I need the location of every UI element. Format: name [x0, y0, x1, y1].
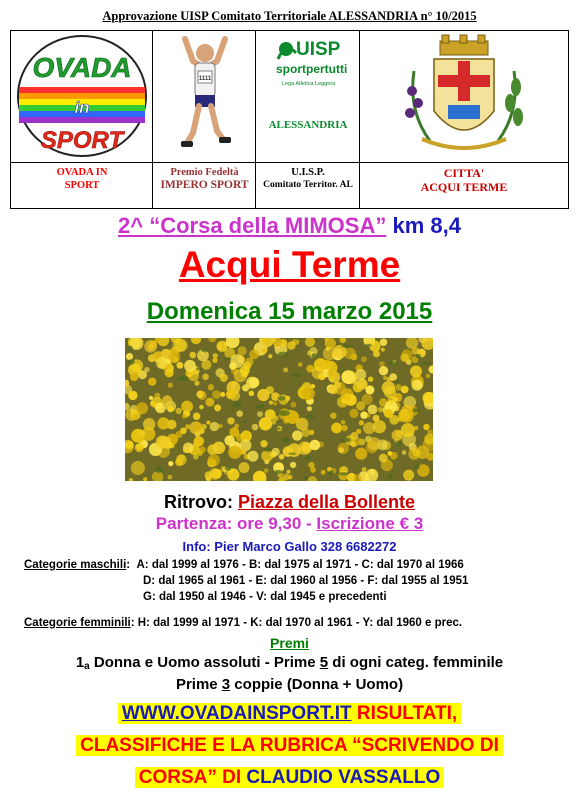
- mimosa-leaf: [388, 474, 393, 479]
- mimosa-blossom: [220, 374, 228, 382]
- logo-word-in: in: [74, 98, 90, 117]
- mimosa-blossom: [362, 467, 367, 472]
- mimosa-leaf: [312, 353, 317, 359]
- mimosa-blossom: [227, 417, 234, 424]
- mimosa-blossom: [423, 424, 429, 430]
- mimosa-blossom: [402, 450, 407, 455]
- mimosa-blossom: [381, 348, 385, 352]
- mimosa-blossom: [181, 401, 193, 413]
- mimosa-blossom: [389, 415, 399, 425]
- mimosa-leaf: [254, 405, 264, 409]
- mimosa-blossom: [230, 354, 244, 368]
- mimosa-blossom: [292, 430, 302, 440]
- male-categories-line3: G: dal 1950 al 1946 - V: dal 1945 e precedenti: [143, 591, 387, 603]
- meeting-line: [0, 492, 579, 513]
- mimosa-leaf: [225, 466, 232, 471]
- mimosa-blossom: [177, 362, 184, 369]
- mimosa-leaf: [395, 440, 402, 446]
- prizes-line1: 1a Donna e Uomo assoluti - Prime 5 di ogni categ. femminile: [75, 654, 504, 672]
- mimosa-blossom: [234, 424, 239, 429]
- caption-impero-sport: Premio Fedeltà IMPERO SPORT: [160, 167, 249, 191]
- mimosa-leaf: [306, 415, 316, 419]
- mimosa-blossom: [368, 441, 372, 445]
- mimosa-blossom: [202, 374, 209, 381]
- mimosa-blossom: [287, 470, 291, 474]
- mimosa-blossom: [238, 346, 247, 355]
- mimosa-blossom: [144, 340, 157, 353]
- female-categories-label: Categorie femminili: [24, 617, 131, 629]
- mimosa-blossom: [128, 391, 137, 400]
- mimosa-leaf: [278, 396, 286, 401]
- mimosa-blossom: [273, 402, 277, 406]
- mimosa-blossom: [249, 377, 260, 388]
- mimosa-blossom: [157, 417, 169, 429]
- mimosa-blossom: [379, 454, 388, 463]
- mimosa-blossom: [205, 398, 214, 407]
- info-contact: Info: Pier Marco Gallo 328 6682272: [182, 539, 397, 554]
- mimosa-leaf: [242, 420, 247, 423]
- mimosa-blossom: [259, 417, 272, 430]
- mimosa-blossom: [206, 421, 210, 425]
- logo-word-ovada: OVADA: [32, 52, 132, 83]
- mimosa-blossom: [379, 366, 388, 375]
- mimosa-blossom: [240, 366, 250, 376]
- uisp-city-label: ALESSANDRIA: [268, 119, 348, 131]
- male-categories-line2: D: dal 1965 al 1961 - E: dal 1960 al 1956 - F: dal 1955 al 1951: [143, 575, 469, 587]
- mimosa-leaf: [128, 359, 135, 365]
- meeting-label: Ritrovo:: [163, 492, 233, 512]
- mimosa-blossom: [311, 384, 315, 388]
- uisp-logo: [256, 31, 360, 131]
- mimosa-blossom: [355, 448, 367, 460]
- male-categories: Categorie maschili: A: dal 1999 al 1976 - B: dal 1975 al 1971 - C: dal 1970 al 1966 D: dal 1965 al 1961 - E: dal 1960 al 1956 - F: dal 1955 al 1951 G: dal 1950 al 1946 - V: dal 1945 e precedenti: [24, 557, 569, 605]
- mimosa-leaf: [264, 448, 272, 452]
- mimosa-blossom: [287, 341, 296, 350]
- mimosa-blossom: [369, 341, 380, 352]
- mimosa-blossom: [408, 448, 420, 460]
- mimosa-leaf: [421, 362, 432, 365]
- runner-bib-number: 1111: [198, 76, 212, 82]
- mimosa-blossom: [193, 413, 200, 420]
- author-name: CLAUDIO VASSALLO: [246, 767, 441, 788]
- mimosa-blossom: [131, 461, 145, 475]
- mimosa-blossom: [171, 356, 178, 363]
- mimosa-blossom: [201, 360, 211, 370]
- mimosa-blossom: [167, 406, 174, 413]
- mimosa-blossom: [156, 435, 169, 448]
- event-edition-title: 2^ “Corsa della MIMOSA”: [118, 213, 387, 238]
- event-edition-line: [0, 213, 579, 239]
- mimosa-blossom: [194, 436, 204, 446]
- mimosa-blossom: [426, 374, 431, 379]
- mimosa-blossom: [144, 367, 150, 373]
- mimosa-leaf: [232, 402, 241, 408]
- mimosa-blossom: [310, 440, 321, 451]
- mimosa-leaf: [412, 408, 420, 412]
- mimosa-blossom: [349, 409, 358, 418]
- mimosa-blossom: [182, 414, 187, 419]
- mimosa-leaf: [155, 466, 162, 470]
- mimosa-blossom: [140, 430, 146, 436]
- cell-impero-sport: [153, 31, 256, 208]
- mimosa-blossom: [212, 390, 221, 399]
- mimosa-blossom: [136, 443, 143, 450]
- mimosa-blossom: [330, 413, 336, 419]
- mimosa-blossom: [343, 393, 351, 401]
- mimosa-blossom: [183, 447, 189, 453]
- male-categories-label: Categorie maschili: [24, 559, 127, 571]
- mimosa-blossom: [401, 405, 413, 417]
- mimosa-blossom: [260, 440, 267, 447]
- mimosa-blossom: [162, 395, 172, 405]
- mimosa-leaf: [341, 345, 353, 348]
- approval-line: [0, 9, 579, 24]
- mimosa-blossom: [208, 384, 214, 390]
- ovada-in-sport-logo: [11, 31, 153, 162]
- mimosa-blossom: [257, 411, 263, 417]
- mimosa-blossom: [197, 451, 202, 456]
- mimosa-blossom: [130, 373, 138, 381]
- mimosa-blossom: [168, 475, 173, 480]
- caption-acqui-terme: CITTA' ACQUI TERME: [420, 166, 508, 194]
- prizes-title: Premi: [270, 635, 309, 651]
- mimosa-blossom: [176, 408, 182, 414]
- mimosa-blossom: [224, 435, 234, 445]
- male-categories-line1: A: dal 1999 al 1976 - B: dal 1975 al 1971 - C: dal 1970 al 1966: [136, 559, 464, 571]
- mimosa-leaf: [128, 346, 133, 352]
- mimosa-blossom: [380, 338, 388, 346]
- mimosa-leaf: [180, 376, 189, 380]
- mimosa-blossom: [327, 370, 333, 376]
- mimosa-blossom: [196, 391, 204, 399]
- mimosa-blossom: [247, 451, 258, 462]
- registration-fee: Iscrizione € 3: [316, 514, 424, 533]
- mimosa-blossom: [249, 391, 255, 397]
- mimosa-blossom: [125, 441, 134, 450]
- mimosa-blossom: [298, 362, 303, 367]
- mimosa-blossom: [368, 377, 373, 382]
- mimosa-blossom: [288, 475, 293, 480]
- mimosa-photo: [125, 338, 433, 481]
- mimosa-blossom: [395, 407, 400, 412]
- mimosa-leaf: [277, 427, 281, 429]
- mimosa-blossom: [412, 380, 423, 391]
- mimosa-blossom: [407, 410, 411, 414]
- mimosa-blossom: [334, 381, 341, 388]
- mimosa-blossom: [341, 420, 346, 425]
- mimosa-blossom: [228, 446, 241, 459]
- mimosa-blossom: [126, 353, 133, 360]
- mimosa-blossom: [387, 451, 392, 456]
- mimosa-blossom: [283, 368, 288, 373]
- mimosa-leaf: [278, 410, 290, 416]
- mimosa-blossom: [264, 468, 269, 473]
- mimosa-blossom: [210, 422, 219, 431]
- mimosa-blossom: [366, 469, 379, 481]
- approval-text: Approvazione UISP Comitato Territoriale ALESSANDRIA n° 10/2015: [102, 9, 477, 23]
- mimosa-leaf: [341, 437, 351, 442]
- mimosa-leaf: [328, 470, 333, 475]
- website-link[interactable]: WWW.OVADAINSPORT.IT: [121, 703, 352, 724]
- mimosa-blossom: [156, 357, 168, 369]
- mimosa-blossom: [180, 428, 187, 435]
- start-time: Partenza: ore 9,30 -: [155, 514, 317, 533]
- mimosa-blossom: [383, 376, 387, 380]
- mimosa-blossom: [302, 387, 315, 400]
- mimosa-blossom: [212, 358, 217, 363]
- mimosa-blossom: [378, 407, 383, 412]
- mimosa-leaf: [416, 354, 421, 359]
- uisp-name: UISP: [296, 39, 341, 60]
- mimosa-leaf: [201, 348, 208, 352]
- caption-ovada-in-sport: OVADA IN SPORT: [56, 167, 108, 191]
- mimosa-blossom: [168, 461, 173, 466]
- mimosa-blossom: [309, 430, 314, 435]
- mimosa-blossom: [356, 401, 365, 410]
- mimosa-leaf: [281, 438, 289, 443]
- mimosa-blossom: [168, 383, 173, 388]
- mimosa-leaf: [196, 367, 202, 370]
- mimosa-blossom: [266, 386, 274, 394]
- mimosa-blossom: [403, 470, 414, 481]
- mimosa-blossom: [269, 401, 273, 405]
- mimosa-blossom: [410, 365, 422, 377]
- mimosa-blossom: [338, 447, 344, 453]
- mimosa-leaf: [389, 361, 398, 365]
- mimosa-leaf: [225, 357, 231, 360]
- cell-uisp: [256, 31, 360, 208]
- mimosa-blossom: [355, 369, 366, 380]
- mimosa-flowers-image: [125, 338, 433, 481]
- mimosa-blossom: [133, 415, 138, 420]
- mimosa-blossom: [136, 402, 148, 414]
- mimosa-leaf: [278, 352, 290, 357]
- mimosa-blossom: [194, 381, 199, 386]
- mimosa-blossom: [149, 396, 153, 400]
- meeting-place: Piazza della Bollente: [237, 492, 416, 512]
- event-distance: km 8,4: [392, 213, 461, 238]
- start-line: [0, 514, 579, 534]
- mimosa-blossom: [214, 404, 221, 411]
- mimosa-blossom: [384, 386, 396, 398]
- mimosa-blossom: [361, 356, 367, 362]
- mimosa-blossom: [262, 348, 268, 354]
- prizes-line2: Prime 3 coppie (Donna + Uomo): [175, 676, 404, 693]
- mimosa-blossom: [199, 405, 204, 410]
- caption-uisp: U.I.S.P. Comitato Territor. AL: [263, 167, 353, 190]
- mimosa-blossom: [312, 367, 325, 380]
- promo-line3: CORSA” DI CLAUDIO VASSALLO: [0, 762, 579, 794]
- mimosa-blossom: [283, 446, 294, 457]
- mimosa-blossom: [252, 424, 259, 431]
- mimosa-blossom: [184, 360, 196, 372]
- mimosa-blossom: [321, 470, 326, 475]
- mimosa-blossom: [213, 442, 226, 455]
- mimosa-blossom: [213, 353, 218, 358]
- mimosa-blossom: [220, 392, 225, 397]
- uisp-tagline: sportpertutti: [276, 62, 348, 76]
- mimosa-leaf: [393, 380, 402, 382]
- mimosa-blossom: [208, 454, 220, 466]
- mimosa-blossom: [368, 405, 378, 415]
- mimosa-blossom: [150, 401, 156, 407]
- female-categories-text: H: dal 1999 al 1971 - K: dal 1970 al 1961 - Y: dal 1960 e prec.: [137, 617, 463, 629]
- mimosa-blossom: [363, 422, 375, 434]
- promo-line2: CLASSIFICHE E LA RUBRICA “SCRIVENDO DI: [0, 730, 579, 762]
- mimosa-blossom: [188, 370, 199, 381]
- mimosa-blossom: [167, 442, 173, 448]
- mimosa-leaf: [291, 373, 302, 377]
- event-city: Acqui Terme: [178, 244, 401, 285]
- mimosa-blossom: [359, 420, 364, 425]
- mimosa-leaf: [413, 465, 419, 470]
- mimosa-blossom: [193, 422, 202, 431]
- mimosa-blossom: [401, 386, 409, 394]
- female-categories: Categorie femminili: H: dal 1999 al 1971 - K: dal 1970 al 1961 - Y: dal 1960 e prec.: [24, 617, 463, 629]
- mimosa-blossom: [242, 384, 249, 391]
- uisp-motto: Lega Atletica Leggera: [282, 81, 336, 87]
- event-date: Domenica 15 marzo 2015: [146, 298, 433, 325]
- mimosa-leaf: [305, 455, 312, 460]
- mimosa-blossom: [401, 423, 415, 437]
- mimosa-leaf: [274, 470, 283, 474]
- acqui-terme-crest: [360, 31, 568, 162]
- mimosa-blossom: [190, 352, 197, 359]
- header-logo-table: [10, 30, 569, 209]
- mimosa-blossom: [342, 425, 348, 431]
- mimosa-blossom: [307, 406, 312, 411]
- runner-icon: [153, 31, 256, 162]
- mimosa-leaf: [365, 344, 371, 347]
- mimosa-blossom: [268, 354, 272, 358]
- mimosa-blossom: [360, 412, 367, 419]
- promo-line1: WWW.OVADAINSPORT.IT RISULTATI,: [0, 698, 579, 730]
- mimosa-leaf: [289, 453, 297, 455]
- mimosa-blossom: [239, 462, 250, 473]
- mimosa-blossom: [236, 434, 244, 442]
- mimosa-leaf: [339, 472, 349, 475]
- mimosa-blossom: [331, 423, 342, 434]
- mimosa-blossom: [325, 338, 336, 349]
- mimosa-leaf: [303, 476, 308, 480]
- mimosa-blossom: [308, 462, 314, 468]
- mimosa-blossom: [236, 410, 243, 417]
- mimosa-blossom: [185, 424, 190, 429]
- mimosa-blossom: [290, 462, 296, 468]
- cell-acqui-terme: [360, 31, 568, 208]
- mimosa-blossom: [279, 454, 285, 460]
- mimosa-blossom: [290, 402, 296, 408]
- logo-word-sport: SPORT: [40, 127, 124, 154]
- mimosa-blossom: [175, 339, 188, 352]
- mimosa-blossom: [226, 390, 236, 400]
- mimosa-blossom: [400, 353, 409, 362]
- mimosa-blossom: [176, 454, 187, 465]
- mimosa-blossom: [148, 378, 156, 386]
- mimosa-blossom: [245, 358, 253, 366]
- mimosa-blossom: [296, 418, 309, 431]
- cell-ovada-in-sport: [11, 31, 153, 208]
- mimosa-blossom: [357, 379, 368, 390]
